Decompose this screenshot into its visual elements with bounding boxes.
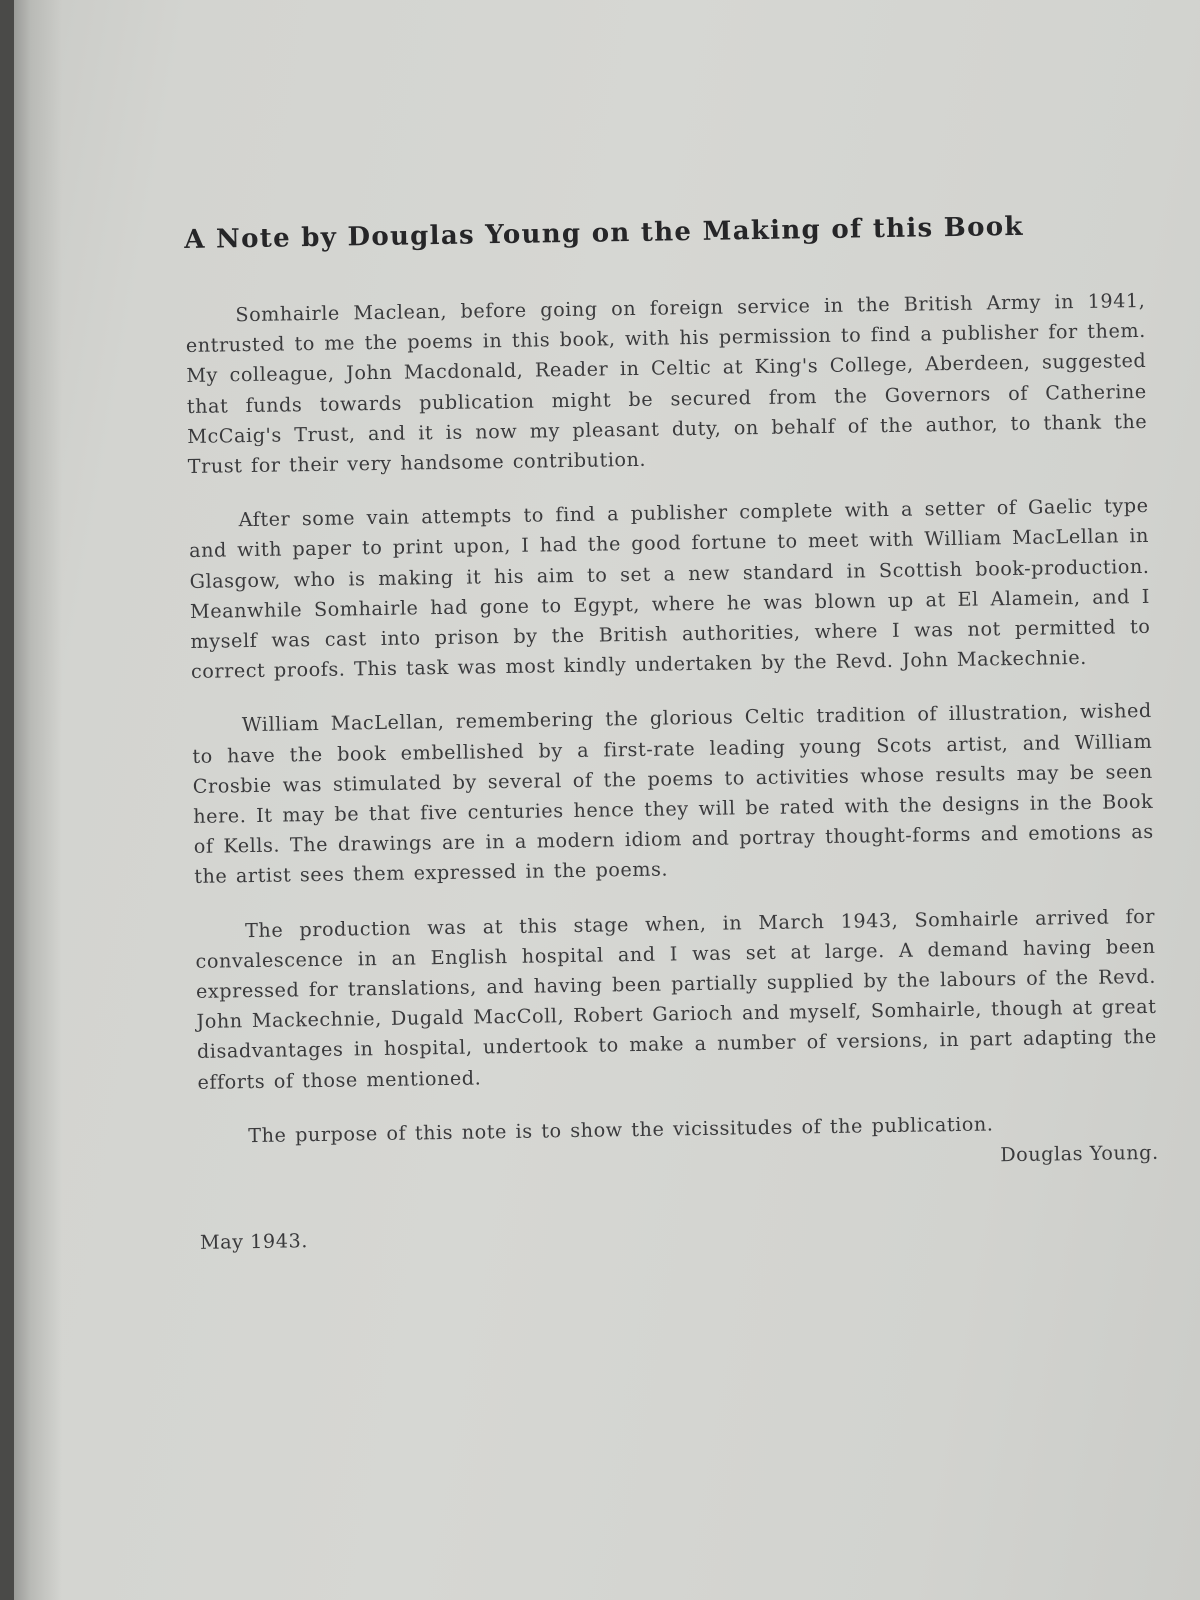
paragraph-purpose: The purpose of this note is to show the vicissitudes of the publication. xyxy=(248,1112,994,1147)
spine-shadow xyxy=(14,0,62,1600)
signature: Douglas Young. xyxy=(1000,1140,1159,1167)
paragraph-publisher-search: Somhairle Maclean, before going on foreign service in the British Army in 1941, entrusted to me the poems in this book, with his permission to find a publisher for them. My colleague, John Macdonald, Reader in Celtic at King's College, Aberdeen, suggested that funds towards publication might be secured from the Governors of Catherine McCaig's Trust, and it is now my pleasant duty, on behalf of the author, to thank the Trust for their very handsome contribution. xyxy=(185,288,1148,478)
book-page xyxy=(14,0,1200,1600)
paragraph-translations: The production was at this stage when, in March 1943, Somhairle arrived for convalescence in an English hospital and I was set at large. A demand having been expressed for translations, and having been partially supplied by the labours of the Revd. John Mackechnie, Dugald MacColl, Robert Garioch and myself, Somhairle, though at great disadvantages in hospital, undertook to make a number of versions, in part adapting the efforts of those mentioned. xyxy=(195,904,1158,1094)
paragraph-illustration: William MacLellan, remembering the glorious Celtic tradition of illustration, wished to have the book embellished by a first-rate leading young Scots artist, and William Crosbie was stimulated by several of the poems to activities whose results may be seen here. It may be that five centuries hence they will be rated with the designs in the Book of Kells. The drawings are in a modern idiom and portray thought-forms and emotions as the artist sees them expressed in the poems. xyxy=(192,699,1154,889)
note-content xyxy=(184,210,1160,1254)
note-title: A Note by Douglas Young on the Making of this Book xyxy=(184,211,1024,255)
note-date: May 1943. xyxy=(199,1229,309,1254)
paragraph-printing: After some vain attempts to find a publisher complete with a setter of Gaelic type and with paper to print upon, I had the good fortune to meet with William MacLellan in Glasgow, who is making it his aim to set a new standard in Scottish book-production. Meanwhile Somhairle had gone to Egypt, where he was blown up at El Alamein, and I myself was cast into prison by the British authorities, where I was not permitted to correct proofs. This task was most kindly undertaken by the Revd. John Mackechnie. xyxy=(188,494,1151,684)
